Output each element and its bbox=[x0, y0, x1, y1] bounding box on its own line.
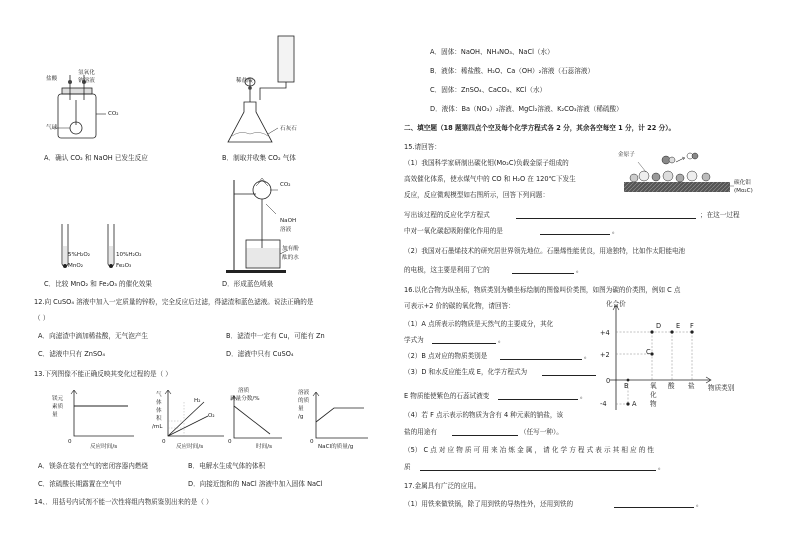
q14-option-b: B．液体：稀盐酸、H₂O、Ca（OH）₂溶液（石蕊溶液） bbox=[430, 67, 595, 75]
fig-a-naoh-label2: 钠溶液 bbox=[78, 78, 95, 84]
q15-equation-blank[interactable] bbox=[516, 218, 696, 219]
vc-xcat-b: B bbox=[624, 382, 629, 390]
q16-5-line3: （任写一种）。 bbox=[520, 428, 563, 436]
q15-2-line2: 的电极，这主要是利用了它的 bbox=[404, 266, 490, 274]
graph-b-ylabel-5: /mL bbox=[152, 424, 163, 430]
graph-a-zero: 0 bbox=[68, 439, 72, 445]
valence-category-graph bbox=[600, 300, 750, 416]
q16-4: E 物质能使紫色的石蕊试液变 bbox=[404, 392, 490, 400]
q16-smelting-blank[interactable] bbox=[420, 470, 656, 471]
graph-b-xlabel: 反应时间/s bbox=[176, 444, 204, 450]
graph-d-ylabel-2: 的质 bbox=[298, 398, 310, 404]
vc-xcat-oxide-3: 物 bbox=[650, 400, 657, 408]
q15-2-line1: （2）我国对石墨烯技术的研究居世界领先地位。石墨烯性能优良，用途独特，比如作太阳能电池 bbox=[404, 247, 686, 255]
q14-option-a: A．固体：NaOH、NH₄NO₃、NaCl（水） bbox=[430, 48, 554, 56]
q16-equation-blank[interactable] bbox=[542, 375, 596, 376]
fig-d-co2-label: CO₂ bbox=[280, 182, 291, 188]
graph-c-xlabel: 时间/s bbox=[256, 444, 272, 450]
graph-a-xlabel: 反应时间/s bbox=[90, 444, 118, 450]
q16-1-line1: （1）A 点所表示的物质是天然气的主要成分，其化 bbox=[404, 320, 554, 328]
q16-color-blank[interactable] bbox=[498, 399, 578, 400]
q17-1: （1）用铁来做铁锅，除了用到铁的导热性外，还用到铁的 bbox=[404, 500, 574, 508]
graph-c-ylabel-1: 溶质 bbox=[238, 388, 250, 394]
fig-a-caption: A．确认 CO₂ 和 NaOH 已发生反应 bbox=[44, 154, 148, 162]
fig-b-caption: B．制取并收集 CO₂ 气体 bbox=[222, 154, 296, 162]
q16-5-line1: （4）若 F 点示表示的物质为含有 4 种元素的钠盐，该 bbox=[404, 411, 564, 419]
fig-d-sol-label: 溶液 bbox=[280, 227, 292, 233]
q16-5-line2: 盐的用途有 bbox=[404, 428, 437, 436]
fig-d-phen-label2: 酞的水 bbox=[282, 255, 299, 261]
q13-option-a: A．镁条在装有空气的密闭容器内燃烧 bbox=[38, 462, 149, 470]
q15-mo2c-formula: (Mo₂C) bbox=[734, 188, 753, 194]
q16-1-line2: 学式为 bbox=[404, 336, 424, 344]
q12-option-c: C．滤液中只有 ZnSO₄ bbox=[38, 350, 105, 358]
graph-d-ylabel-4: /g bbox=[298, 414, 304, 420]
q12-stem: 12.向 CuSO₄ 溶液中加入一定质量的锌粉，完全反应后过滤，得滤渣和蓝色滤液。说法正确的是 bbox=[34, 298, 314, 306]
fig-a-acid-label: 盐酸 bbox=[46, 76, 58, 82]
graph-b-ylabel-3: 体 bbox=[156, 408, 162, 414]
q14-option-d: D．液体：Ba（NO₃）₂溶液、MgCl₂溶液、K₂CO₃溶液（稀硫酸） bbox=[430, 105, 623, 113]
q16-stem: 16.以化合物为纵坐标，物质类别为横坐标绘制的图像叫价类图，如图为碳的价类图，例如 C 点 bbox=[404, 286, 681, 294]
vc-point-d: D bbox=[656, 322, 662, 330]
q15-catalyst-period: 。 bbox=[612, 227, 619, 235]
fig-a-co2-label: CO₂ bbox=[108, 111, 119, 117]
fig-c-h2o2a-label: 5%H₂O₂ bbox=[68, 252, 90, 258]
q12-option-a: A．向滤渣中滴加稀盐酸，无气泡产生 bbox=[38, 332, 149, 340]
vc-xcat-oxide-1: 氧 bbox=[650, 382, 657, 390]
vc-ytick-zero: 0 bbox=[606, 377, 611, 385]
q13-option-b: B．电解水生成气体的体积 bbox=[188, 462, 266, 470]
graph-c bbox=[230, 396, 282, 450]
fig-d-caption: D．形成蓝色喷泉 bbox=[222, 280, 274, 288]
graph-b-ylabel-2: 体 bbox=[156, 400, 162, 406]
q15-property-period: 。 bbox=[576, 266, 583, 274]
q16-category-blank[interactable] bbox=[500, 359, 582, 360]
vc-x-title: 物质类别 bbox=[708, 384, 735, 392]
q15-gold-label: 金原子 bbox=[618, 152, 635, 158]
graph-c-ylabel-2: 质量分数/% bbox=[230, 396, 260, 402]
q15-1-line4: 写出该过程的反应化学方程式 bbox=[404, 211, 490, 219]
q12-option-b: B．滤渣中一定有 Cu，可能有 Zn bbox=[226, 332, 325, 340]
q16-2-period: 。 bbox=[584, 352, 591, 360]
fig-b-acid-label: 稀盐酸 bbox=[236, 78, 253, 84]
q16-6-period: 。 bbox=[658, 463, 665, 471]
fig-d-naoh-label: NaOH bbox=[280, 218, 297, 224]
fig-a-balloon-label: 气球 bbox=[46, 125, 58, 131]
graph-d-ylabel-1: 溶液 bbox=[298, 390, 310, 396]
graph-d bbox=[312, 392, 368, 450]
fig-a-naoh-label: 氢氧化 bbox=[78, 70, 95, 76]
q15-1-line1: （1）我国科学家研制出碳化钼(Mo₂C)负载金原子组成的 bbox=[404, 159, 569, 167]
vc-xcat-acid: 酸 bbox=[668, 382, 675, 390]
q15-1-line2: 高效催化体系，使水煤气中的 CO 和 H₂O 在 120℃下发生 bbox=[404, 175, 576, 183]
fig-c-h2o2b-label: 10%H₂O₂ bbox=[116, 252, 142, 258]
fig-c-caption: C．比较 MnO₂ 和 Fe₂O₃ 的催化效果 bbox=[44, 280, 152, 288]
q14-stem: 14、．用括号内试剂不能一次性将组内物质鉴别出来的是（ ） bbox=[34, 498, 213, 506]
q16-6-line2: 质 bbox=[404, 463, 411, 471]
q17-stem: 17.金属具有广泛的应用。 bbox=[404, 482, 481, 490]
q16-3: （3）D 和水反应能生成 E，化学方程式为 bbox=[404, 368, 528, 376]
graph-d-ylabel-3: 量 bbox=[298, 406, 304, 412]
graph-d-xlabel: NaCl的质量/g bbox=[318, 444, 354, 450]
q16-use-blank[interactable] bbox=[452, 435, 518, 436]
q16-1-period: 。 bbox=[498, 336, 505, 344]
fig-c-fe2o3-label: Fe₂O₃ bbox=[116, 263, 132, 269]
vc-ytick-minus4: -4 bbox=[600, 400, 607, 408]
q15-1-line6: 中对一氧化碳起吸附催化作用的是 bbox=[404, 227, 503, 235]
q13-stem: 13.下列图像不能正确反映其变化过程的是（ ） bbox=[34, 370, 172, 378]
q15-1-line5: ；在这一过程 bbox=[700, 211, 740, 219]
q12-option-d: D．滤液中只有 CuSO₄ bbox=[226, 350, 294, 358]
q13-option-d: D．向接近饱和的 NaCl 溶液中加入固体 NaCl bbox=[188, 480, 323, 488]
q16-stem-2: 可表示+2 价的碳的氧化物，请回答： bbox=[404, 302, 515, 310]
vc-point-e: E bbox=[676, 322, 681, 330]
vc-xcat-oxide-2: 化 bbox=[650, 391, 657, 399]
graph-b-o2-label: O₂ bbox=[208, 413, 215, 419]
q16-4-period: 。 bbox=[580, 392, 587, 400]
q14-option-c: C．固体：ZnSO₄、CaCO₃、KCl（水） bbox=[430, 86, 547, 94]
vc-ytick-plus4: +4 bbox=[600, 329, 610, 337]
graph-b-ylabel-4: 积 bbox=[156, 416, 162, 422]
fig-c-mno2-label: MnO₂ bbox=[68, 263, 84, 269]
graph-a-ylabel-2: 素质 bbox=[52, 404, 64, 410]
q12-paren: （ ） bbox=[34, 314, 50, 322]
graph-a-ylabel-3: 量 bbox=[52, 412, 58, 418]
q15-catalyst-blank[interactable] bbox=[540, 234, 610, 235]
graph-b-ylabel-1: 气 bbox=[156, 392, 162, 398]
graph-b-zero: 0 bbox=[162, 439, 166, 445]
vc-point-c: C bbox=[646, 348, 651, 356]
graph-c-zero: 0 bbox=[228, 439, 232, 445]
q15-stem: 15.请回答： bbox=[404, 143, 441, 151]
vc-point-a: A bbox=[632, 400, 637, 408]
vc-ytick-plus2: +2 bbox=[600, 351, 610, 359]
q17-1-period: 。 bbox=[696, 500, 703, 508]
q15-molecular-model bbox=[620, 148, 748, 200]
fig-b-stone-label: 石灰石 bbox=[280, 126, 297, 132]
graph-a-ylabel-1: 镁元 bbox=[52, 396, 64, 402]
fig-d-phen-label1: 加有酚 bbox=[282, 246, 299, 252]
vc-y-title: 化合价 bbox=[606, 300, 626, 308]
q16-6-line1: （5） C 点 对 应 物 质 可 用 来 冶 炼 金 属 ， 请 化 学 方 程 式 表 示 其 相 应 的 性 bbox=[404, 446, 655, 454]
section-2-heading: 二、填空题（18 题第四点个空及每个化学方程式各 2 分，其余各空每空 1 分，计 22 分）。 bbox=[404, 124, 676, 132]
q16-formula-blank[interactable] bbox=[432, 343, 496, 344]
graph-b-h2-label: H₂ bbox=[194, 398, 201, 404]
q15-mo2c-label: 碳化钼 bbox=[734, 180, 751, 186]
graph-a bbox=[70, 390, 134, 450]
q17-property-blank[interactable] bbox=[614, 507, 694, 508]
q15-property-blank[interactable] bbox=[512, 273, 574, 274]
vc-xcat-salt: 盐 bbox=[688, 382, 695, 390]
q13-option-c: C．浓硫酸长期露置在空气中 bbox=[38, 480, 122, 488]
figure-d-fountain bbox=[222, 174, 314, 276]
vc-point-f: F bbox=[690, 322, 694, 330]
q15-1-line3: 反应，反应微观模型如右图所示，回答下列问题： bbox=[404, 191, 550, 199]
graph-d-zero: 0 bbox=[310, 439, 314, 445]
q16-2: （2）B 点对应的物质类别是 bbox=[404, 352, 488, 360]
